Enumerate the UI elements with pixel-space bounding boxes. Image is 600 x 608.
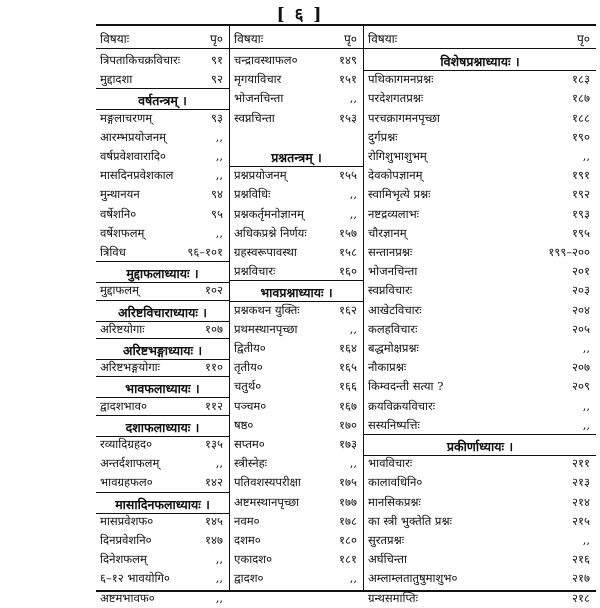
entry-page: २०९ [572,379,590,394]
subject-label: विषयाः [368,32,398,46]
entry-page: २१५ [572,513,590,528]
contents-table [96,24,596,605]
entry-title: त्रिविध [100,245,126,259]
entry-page: १९० [572,129,590,144]
entry-title: प्रश्नविचारः [234,264,276,279]
entry-title: द्वादशभाव० [100,398,147,413]
contents-entry [230,261,363,281]
subject-label: विषयाः [100,32,130,46]
entry-title: किम्वदन्ती सत्या ? [368,379,444,394]
entry-page: ,, [349,91,357,106]
entry-title: प्रश्नकर्तृमनोज्ञानम् [234,206,304,221]
contents-entry [230,69,363,89]
contents-entry [364,165,596,185]
entry-page: १६४ [339,341,357,355]
entry-page: ,, [215,590,223,605]
entry-title: दिनेशफलम् [100,552,147,567]
entry-title: सन्तानप्रश्नः [368,245,413,259]
entry-title: दुर्गप्रश्नः [368,129,398,144]
entry-page: ११० [205,360,223,375]
entry-page: ,, [349,321,357,336]
heading-text: वर्षतन्त्रम् । [138,93,187,109]
entry-title: चन्द्रावस्थाफल० [234,53,298,67]
entry-page: ११२ [205,398,223,413]
entry-title: नष्टद्रव्यलाभः [368,206,419,221]
contents-entry [96,588,229,608]
entry-page: १६७ [339,398,357,413]
entry-title: मुद्दादशा [100,72,133,87]
contents-entry [96,223,229,243]
entry-title: अरिष्टभङ्गयोगाः [100,360,160,375]
entry-title: चौरज्ञानम् [368,225,407,240]
contents-entry [364,549,596,569]
contents-entry [230,127,363,147]
entry-page: ,, [215,456,223,471]
subject-label: विषयाः [234,32,264,46]
entry-title: स्वप्नविचारः [368,283,413,298]
entry-page: १७८ [339,513,357,528]
entry-page: १८१ [339,552,357,567]
entry-page: २०१ [572,264,590,279]
contents-entry [364,280,596,300]
column-header [96,26,229,49]
entry-title: मुद्दाफलम् [100,283,139,298]
entry-title: स्वप्नचिन्ता [234,110,275,125]
entry-page: ,, [349,206,357,221]
entry-title: का स्त्री भुक्तेति प्रश्नः [368,513,452,528]
section-heading [364,50,596,71]
heading-text: अरिष्टविचाराध्यायः । [118,304,207,320]
contents-entry [230,453,363,473]
entry-title: द्वादश० [234,571,264,586]
entry-title: मासदिनप्रवेशकाल [100,168,174,183]
contents-entry [230,434,363,454]
contents-entry [96,472,229,492]
entry-title: आखेटविचारः [368,302,422,317]
entry-title: अष्टमस्थानपृच्छा [234,494,300,509]
contents-entry [230,223,363,243]
contents-entry [230,204,363,224]
entry-page: ,, [349,456,357,471]
entry-page: १७५ [339,475,357,490]
entry-title: मृगयाविचार [234,72,282,87]
entry-page: ,, [582,398,590,413]
entry-page: १६६ [339,379,357,394]
entry-title: स्वामिभृत्ये प्रश्नः [368,187,431,202]
entry-page: १९९–२०० [548,245,590,259]
contents-entry [96,50,229,70]
entry-page: ,, [215,168,223,183]
entry-title: अरिष्टयोगाः [100,321,145,336]
entry-title: भोजनचिन्ता [368,264,418,279]
contents-entry [230,549,363,569]
entry-title: कालावधिनि० [368,475,423,490]
entry-page: १८३ [572,72,590,87]
contents-entry [364,184,596,204]
entry-title: अष्टमभावफ० [100,590,155,605]
entry-title: पञ्चम० [234,398,267,413]
contents-entry [96,204,229,224]
entry-page: २०४ [572,302,590,317]
entry-title: त्रिपताकिचक्रविचारः [100,53,181,67]
entry-page: २०३ [572,283,590,298]
contents-entry [364,453,596,473]
entry-title: रोगिशुभाशुभम् [368,149,427,163]
entry-page: ९४ [211,187,223,202]
heading-text: प्रश्नतन्त्रम् । [271,150,322,165]
contents-entry [96,319,229,339]
contents-entry [230,568,363,588]
entry-title: प्रश्नविधिः [234,187,271,202]
contents-entry [364,223,596,243]
contents-entry [230,530,363,550]
contents-entry [96,108,229,128]
entry-title: ग्रन्थसमाप्तिः [368,590,418,605]
entry-page: २०७ [572,360,590,375]
entry-title: द्वितीय० [234,341,266,355]
entry-page: १४९ [339,53,357,67]
contents-entry [230,376,363,396]
contents-entry [364,415,596,435]
entry-page: १७० [339,417,357,432]
contents-entry [96,549,229,569]
contents-entry [230,415,363,435]
contents-entry [96,69,229,89]
contents-entry [364,511,596,531]
entry-title: नौकाप्रश्नः [368,360,407,375]
contents-entry [96,242,229,262]
entry-page: १५३ [339,110,357,125]
entry-title: नवम० [234,513,260,528]
entry-title: दशम० [234,533,261,547]
entry-page: २१३ [572,475,590,490]
entry-page: १७७ [339,494,357,509]
entry-page: १४७ [205,533,223,547]
contents-entry [230,357,363,377]
contents-entry [364,338,596,358]
contents-entry [96,127,229,147]
entry-page: २११ [572,456,590,471]
page-number: [ ६ ] [276,5,324,25]
contents-entry [96,511,229,531]
entry-page: १९३ [572,206,590,221]
entry-title: क्रयविक्रयविचारः [368,398,436,413]
entry-page: १५१ [339,72,357,87]
entry-title: प्रश्नप्रयोजनम् [234,168,287,183]
contents-entry [364,530,596,550]
contents-entry [96,568,229,588]
entry-page: १५८ [339,245,357,259]
contents-entry [230,472,363,492]
entry-page: १८० [339,533,357,547]
contents-entry [364,588,596,608]
entry-page: ९६–१०१ [187,245,223,259]
entry-page: १६५ [339,360,357,375]
contents-entry [96,165,229,185]
entry-page: २०५ [572,321,590,336]
entry-title: ग्रहस्वरूपावस्था [234,245,297,259]
entry-title: तृतीय० [234,360,263,375]
entry-title: अन्तर्दशाफलम् [100,456,160,471]
contents-entry [364,69,596,89]
contents-entry [364,357,596,377]
entry-title: एकादश० [234,552,273,567]
entry-title: कलहविचारः [368,321,418,336]
entry-title: वर्षप्रवेशवारादि० [100,149,166,163]
entry-page: ,, [215,225,223,240]
heading-text: प्रकीर्णाध्यायः । [446,439,514,454]
entry-title: परदेशगतप्रश्नः [368,91,424,106]
contents-entry [364,376,596,396]
entry-page: ,, [215,149,223,163]
entry-page: १६२ [339,302,357,317]
contents-entry [96,357,229,377]
contents-entry [230,50,363,70]
entry-page: १९५ [572,225,590,240]
entry-page: २१४ [572,494,590,509]
heading-text: मासादिनफलाध्यायः । [115,496,210,512]
page-label: पृ० [209,32,223,46]
contents-entry [230,165,363,185]
contents-entry [96,184,229,204]
entry-title: दिनप्रवेशनि० [100,533,152,547]
entry-page: १८७ [572,91,590,106]
entry-title: मङ्गलाचरणम् [100,110,153,125]
contents-entry [96,396,229,416]
contents-entry [230,184,363,204]
contents-entry [96,146,229,166]
entry-page: ९१ [211,53,223,67]
entry-title: प्रश्नकथन युक्तिः [234,302,300,317]
heading-text: विशेषप्रश्नाध्यायः । [440,54,520,69]
heading-text: दशाफलाध्यायः । [125,419,200,435]
entry-title: सुरतप्रश्नः [368,533,405,547]
contents-entry [230,300,363,320]
entry-page: १८८ [572,110,590,125]
entry-page: २१७ [572,571,590,586]
contents-entry [96,280,229,300]
entry-title: सप्तम० [234,437,265,451]
entry-title: भावविचारः [368,456,413,471]
contents-entry [364,204,596,224]
entry-title: पथिकागमनप्रश्नः [368,72,434,87]
contents-entry [364,108,596,128]
contents-entry [364,472,596,492]
entry-page: ,, [582,533,590,547]
contents-entry [364,242,596,262]
entry-title: आरम्भप्रयोजनम् [100,129,166,144]
contents-entry [364,568,596,588]
entry-page: ,, [349,187,357,202]
contents-entry [230,108,363,128]
entry-title: स्त्रीस्नेहः [234,456,268,471]
entry-title: षष्ठ० [234,417,254,432]
entry-page: २१६ [572,552,590,567]
contents-entry [96,530,229,550]
entry-page: १०७ [205,321,223,336]
entry-title: ६–१२ भावयोगि० [100,571,170,586]
entry-title: मुन्थानयन [100,187,140,202]
entry-title: प्रथमस्थानपृच्छा [234,321,298,336]
entry-page: ,, [349,571,357,586]
page-label: पृ० [576,32,590,46]
entry-page: १९२ [572,187,590,202]
section-heading [230,146,363,167]
entry-page: १३५ [205,437,223,451]
entry-page: २१८ [572,590,590,605]
column-header [230,26,363,49]
entry-title: अधिकप्रश्ने निर्णयः [234,225,307,240]
entry-page: ,, [215,571,223,586]
entry-page: ९२ [211,72,223,87]
contents-entry [364,319,596,339]
contents-entry [96,434,229,454]
entry-title: मानसिकप्रश्नः [368,494,421,509]
contents-entry [364,146,596,166]
contents-entry [230,511,363,531]
contents-entry [364,88,596,108]
contents-entry [364,300,596,320]
entry-page: १०२ [205,283,223,298]
contents-entry [230,242,363,262]
contents-entry [230,88,363,108]
entry-page: १७३ [339,437,357,451]
entry-title: अम्लाम्लतातुषुमाशुभ० [368,571,458,586]
heading-text: भावप्रश्नाध्यायः । [260,285,333,301]
entry-title: भावग्रहफल० [100,475,153,490]
entry-page: १४२ [205,475,223,490]
entry-title: देवकोपज्ञानम् [368,168,423,183]
entry-page: ९३ [211,110,223,125]
entry-page: १९१ [572,168,590,183]
entry-title: भोजनचिन्ता [234,91,284,106]
contents-entry [364,127,596,147]
page-label: पृ० [343,32,357,46]
entry-page: १५७ [339,225,357,240]
entry-title: सस्यनिष्पत्तिः [368,417,420,432]
entry-page: ,, [582,149,590,163]
entry-title: वर्षेशफलम् [100,225,145,240]
entry-page: १५५ [339,168,357,183]
contents-entry [230,396,363,416]
contents-entry [230,338,363,358]
entry-page: ,, [582,341,590,355]
entry-title: चतुर्थ० [234,379,262,394]
entry-title: अर्घचिन्ता [368,552,407,567]
heading-text: मुद्दाफलाध्यायः । [126,266,199,282]
contents-entry [364,396,596,416]
heading-text: अरिष्टभङ्गाध्यायः । [122,343,203,358]
entry-page: १४५ [205,513,223,528]
entry-page: ,, [215,129,223,144]
entry-title: पतिवशस्यपरीक्षा [234,475,301,490]
contents-entry [230,492,363,512]
entry-title: परचक्रागमनपृच्छा [368,110,440,125]
heading-text: भावफलाध्यायः । [125,381,200,397]
entry-title: मासप्रवेशफ० [100,513,154,528]
contents-entry [364,261,596,281]
contents-entry [230,319,363,339]
entry-title: बद्धमोक्षप्रश्नः [368,341,419,355]
contents-entry [96,453,229,473]
entry-title: रव्यादिग्रहद० [100,437,153,451]
contents-entry [364,492,596,512]
entry-title: वर्षेशनि० [100,206,137,221]
entry-page: ,, [215,552,223,567]
column-header [364,26,596,49]
entry-page: ९५ [211,206,223,221]
entry-page: १६० [339,264,357,279]
entry-page: ,, [582,417,590,432]
